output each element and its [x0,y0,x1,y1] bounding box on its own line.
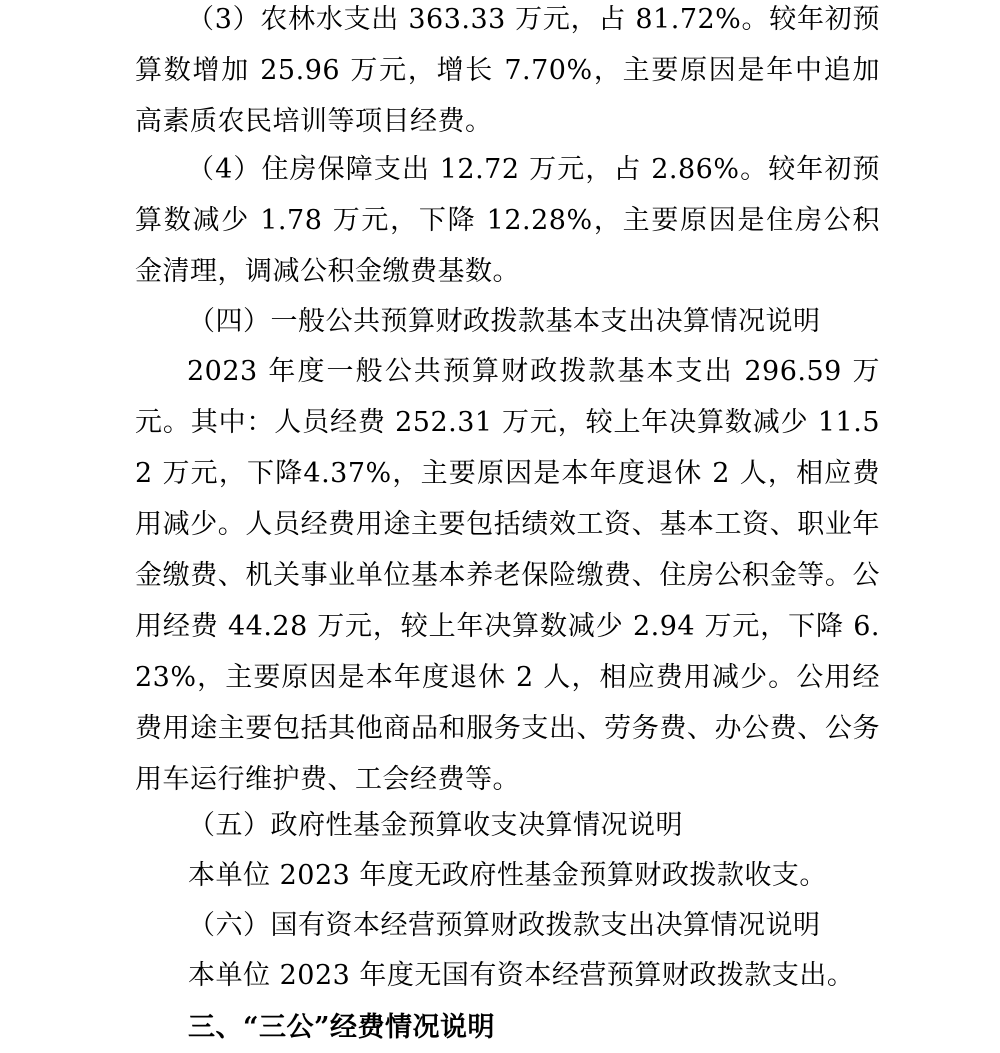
paragraph-basic-expenditure: 2023 年度一般公共预算财政拨款基本支出 296.59 万元。其中：人员经费 252.31 万元，较上年决算数减少 11.52 万元，下降4.37%，主要原因是本年度退休 2 人，相应费用减少。人员经费用途主要包括绩效工资、基本工资、职业年金缴费、机关事业单位基本养老保险缴费、住房公积金等。公用经费 44.28 万元，较上年决算数减少 2.94 万元，下降 6.23%，主要原因是本年度退休 2 人，相应费用减少。公用经费用途主要包括其他商品和服务支出、劳务费、办公费、公务用车运行维护费、工会经费等。 [135,356,880,795]
paragraph-housing-expenditure: （4）住房保障支出 12.72 万元，占 2.86%。较年初预算数减少 1.78 万元，下降 12.28%，主要原因是住房公积金清理，调减公积金缴费基数。 [135,154,880,287]
section-heading-three-public: 三、“三公”经费情况说明 [188,1012,496,1043]
paragraph-state-capital: 本单位 2023 年度无国有资本经营预算财政拨款支出。 [188,960,855,991]
paragraph-government-fund: 本单位 2023 年度无政府性基金预算财政拨款收支。 [188,860,827,891]
paragraph-agriculture-expenditure: （3）农林水支出 363.33 万元，占 81.72%。较年初预算数增加 25.96 万元，增长 7.70%，主要原因是年中追加高素质农民培训等项目经费。 [135,4,880,137]
section-heading-government-fund: （五）政府性基金预算收支决算情况说明 [188,810,683,841]
section-heading-state-capital: （六）国有资本经营预算财政拨款支出决算情况说明 [188,910,821,941]
section-heading-basic-expenditure: （四）一般公共预算财政拨款基本支出决算情况说明 [188,306,821,337]
